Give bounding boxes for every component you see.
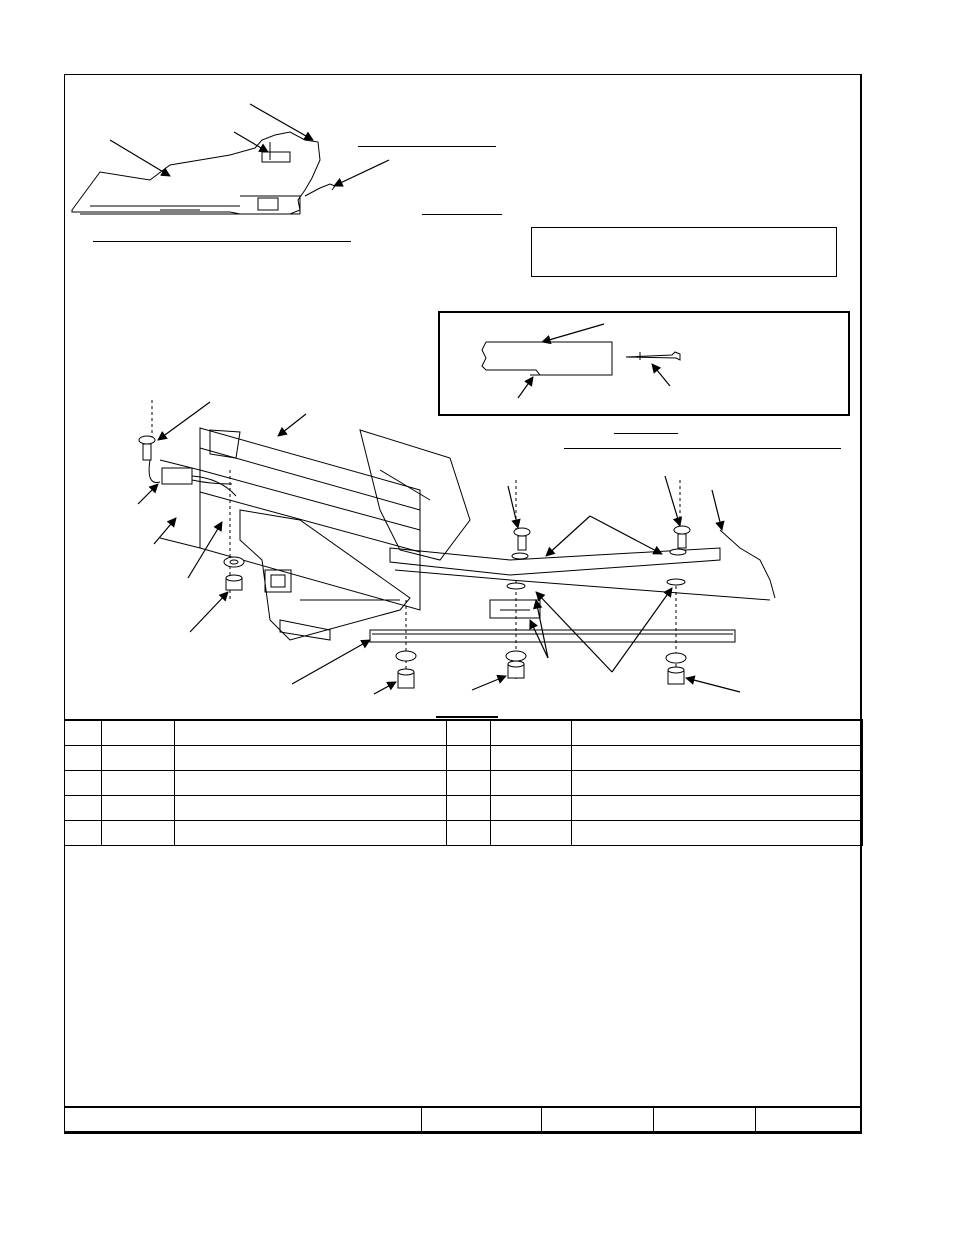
parts-list-table	[64, 719, 863, 846]
table-cell	[175, 771, 447, 796]
table-cell	[65, 746, 102, 771]
table-cell	[175, 821, 447, 846]
table-cell	[102, 821, 175, 846]
table-cell	[491, 821, 572, 846]
table-row	[65, 771, 863, 796]
table-cell	[102, 796, 175, 821]
title-block-row	[65, 1107, 860, 1133]
section-title-underline-1	[358, 146, 496, 147]
table-cell	[572, 746, 863, 771]
note-box	[531, 227, 837, 277]
header-cell	[65, 720, 102, 746]
header-cell	[447, 720, 491, 746]
table-cell	[102, 746, 175, 771]
title-block-cell	[541, 1107, 653, 1133]
table-cell	[447, 746, 491, 771]
table-cell	[491, 796, 572, 821]
detail-caption-underline	[614, 433, 678, 434]
instructions-area	[70, 850, 850, 1100]
figure-caption-underline	[436, 716, 498, 718]
table-cell	[447, 771, 491, 796]
header-cell	[102, 720, 175, 746]
table-cell	[65, 796, 102, 821]
table-cell	[572, 821, 863, 846]
table-cell	[65, 821, 102, 846]
title-block-cell	[65, 1107, 421, 1133]
section-title-underline-2	[422, 214, 502, 215]
header-cell	[572, 720, 863, 746]
table-cell	[175, 746, 447, 771]
table-header-row	[65, 720, 863, 746]
detail-caption-underline-2	[564, 448, 841, 449]
side-view-caption	[93, 241, 351, 242]
table-cell	[175, 796, 447, 821]
table-cell	[65, 771, 102, 796]
title-block	[65, 1106, 860, 1133]
table-cell	[491, 746, 572, 771]
header-cell	[491, 720, 572, 746]
side-view-figure	[72, 132, 335, 214]
hardware-fasteners	[139, 436, 690, 688]
table-row	[65, 746, 863, 771]
table-cell	[572, 771, 863, 796]
title-block-cell	[653, 1107, 755, 1133]
table-row	[65, 821, 863, 846]
table-row	[65, 796, 863, 821]
title-block-cell	[421, 1107, 541, 1133]
header-cell	[175, 720, 447, 746]
table-cell	[102, 771, 175, 796]
table-cell	[447, 796, 491, 821]
main-figure-leaders	[138, 402, 740, 694]
title-block-cell	[755, 1107, 860, 1133]
table-cell	[447, 821, 491, 846]
table-cell	[491, 771, 572, 796]
detail-inset-box	[438, 311, 850, 416]
table-cell	[572, 796, 863, 821]
